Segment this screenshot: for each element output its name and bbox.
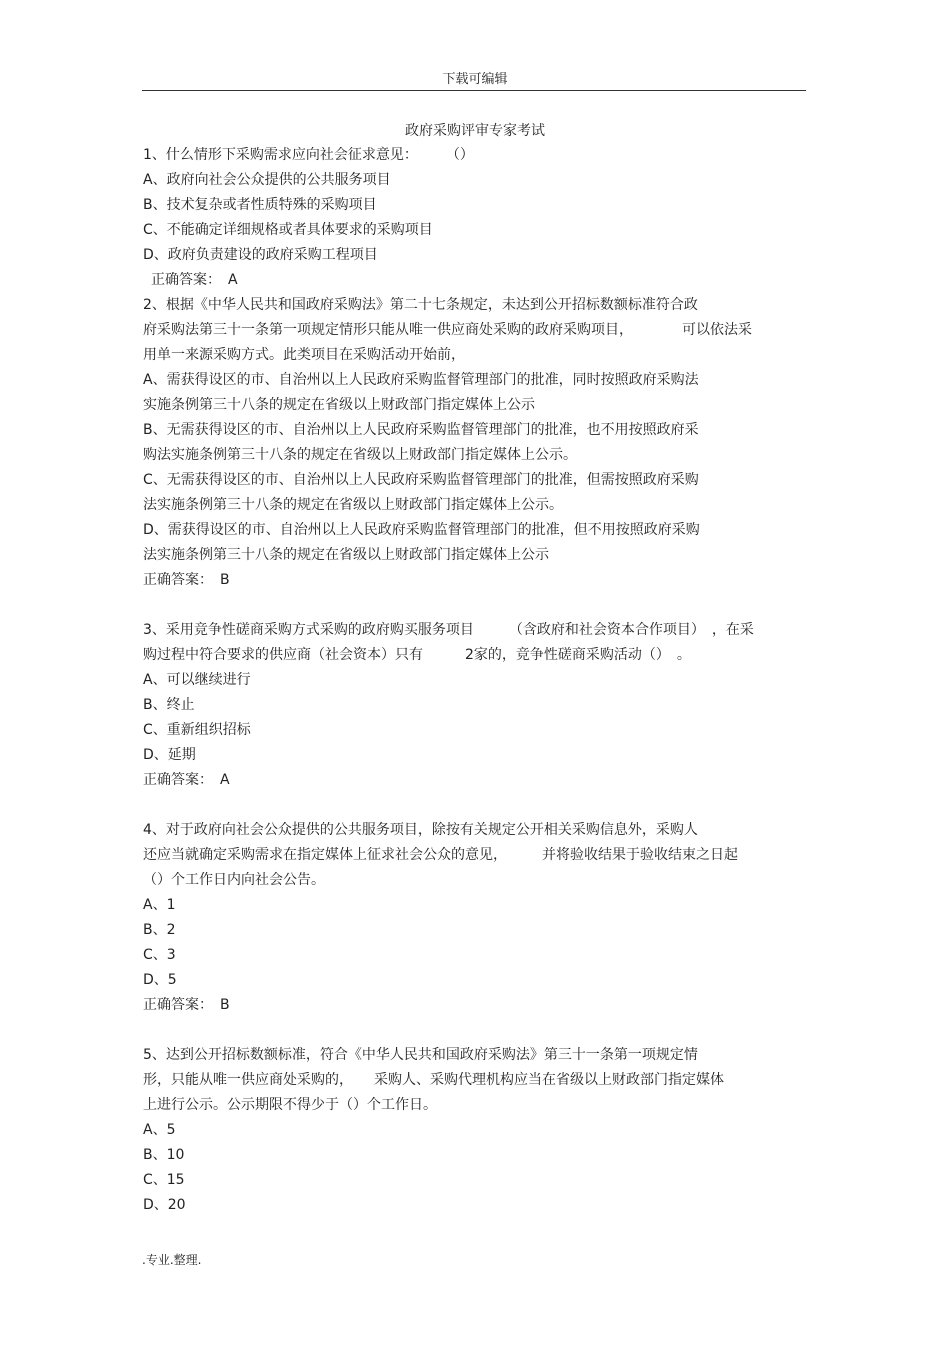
question-text-line: 形，只能从唯一供应商处采购的， 采购人、采购代理机构应当在省级以上财政部门指定媒体 — [143, 1072, 724, 1088]
question-text-line: 4、对于政府向社会公众提供的公共服务项目，除按有关规定公开相关采购信息外，采购人 — [143, 822, 698, 838]
option-d: D、需获得设区的市、自治州以上人民政府采购监督管理部门的批准，但不用按照政府采购 — [143, 522, 700, 538]
option-a: A、可以继续进行 — [143, 672, 251, 688]
question-text-line: 府采购法第三十一条第一项规定情形只能从唯一供应商处采购的政府采购项目， 可以依法采 — [143, 322, 752, 338]
question-text-line: 还应当就确定采购需求在指定媒体上征求社会公众的意见， 并将验收结果于验收结束之日起 — [143, 847, 738, 863]
option-a: A、5 — [143, 1122, 176, 1138]
option-b: B、2 — [143, 922, 176, 938]
document-title: 政府采购评审专家考试 — [405, 123, 545, 139]
option-c: C、无需获得设区的市、自治州以上人民政府采购监督管理部门的批准，但需按照政府采购 — [143, 472, 699, 488]
correct-answer: 正确答案： B — [143, 997, 230, 1013]
option-c: C、重新组织招标 — [143, 722, 251, 738]
question-text-line: 3、采用竞争性磋商采购方式采购的政府购买服务项目 （含政府和社会资本合作项目） ，在采 — [143, 622, 754, 638]
question-3 — [143, 618, 808, 793]
question-text-line: 用单一来源采购方式。此类项目在采购活动开始前， — [143, 347, 465, 363]
spacer — [143, 593, 808, 618]
option-b: B、技术复杂或者性质特殊的采购项目 — [143, 197, 377, 213]
spacer — [143, 793, 808, 818]
option-a: A、政府向社会公众提供的公共服务项目 — [143, 172, 391, 188]
option-a: A、需获得设区的市、自治州以上人民政府采购监督管理部门的批准，同时按照政府采购法 — [143, 372, 699, 388]
question-text-line: 5、达到公开招标数额标准，符合《中华人民共和国政府采购法》第三十一条第一项规定情 — [143, 1047, 698, 1063]
question-4 — [143, 818, 808, 1018]
question-text-line: 1、什么情形下采购需求应向社会征求意见： （） — [143, 147, 474, 163]
option-c: C、不能确定详细规格或者具体要求的采购项目 — [143, 222, 433, 238]
question-text-line: （）个工作日内向社会公告。 — [143, 872, 325, 888]
page-header-text: 下载可编辑 — [442, 72, 508, 87]
question-5 — [143, 1043, 808, 1218]
question-text-line: 2、根据《中华人民共和国政府采购法》第二十七条规定，未达到公开招标数额标准符合政 — [143, 297, 698, 313]
option-b: B、无需获得设区的市、自治州以上人民政府采购监督管理部门的批准，也不用按照政府采 — [143, 422, 699, 438]
correct-answer: 正确答案： A — [143, 772, 230, 788]
option-d: D、5 — [143, 972, 177, 988]
question-text-line: 购过程中符合要求的供应商（社会资本）只有 2家的，竞争性磋商采购活动（） 。 — [143, 647, 691, 663]
question-1 — [143, 143, 808, 293]
page-footer-text: .专业.整理. — [142, 1253, 202, 1267]
correct-answer: 正确答案： A — [151, 272, 238, 288]
option-a: A、1 — [143, 897, 176, 913]
header-divider — [142, 90, 806, 91]
option-d: D、政府负责建设的政府采购工程项目 — [143, 247, 378, 263]
correct-answer: 正确答案： B — [143, 572, 230, 588]
option-b: B、10 — [143, 1147, 185, 1163]
option-b-continued: 购法实施条例第三十八条的规定在省级以上财政部门指定媒体上公示。 — [143, 447, 577, 463]
question-text-line: 上进行公示。公示期限不得少于（）个工作日。 — [143, 1097, 437, 1113]
spacer — [143, 1018, 808, 1043]
option-c-continued: 法实施条例第三十八条的规定在省级以上财政部门指定媒体上公示。 — [143, 497, 563, 513]
option-c: C、3 — [143, 947, 176, 963]
option-a-continued: 实施条例第三十八条的规定在省级以上财政部门指定媒体上公示 — [143, 397, 535, 413]
document-body — [143, 143, 808, 1218]
question-2 — [143, 293, 808, 593]
option-d: D、20 — [143, 1197, 186, 1213]
option-b: B、终止 — [143, 697, 195, 713]
option-d: D、延期 — [143, 747, 196, 763]
option-c: C、15 — [143, 1172, 185, 1188]
option-d-continued: 法实施条例第三十八条的规定在省级以上财政部门指定媒体上公示 — [143, 547, 549, 563]
